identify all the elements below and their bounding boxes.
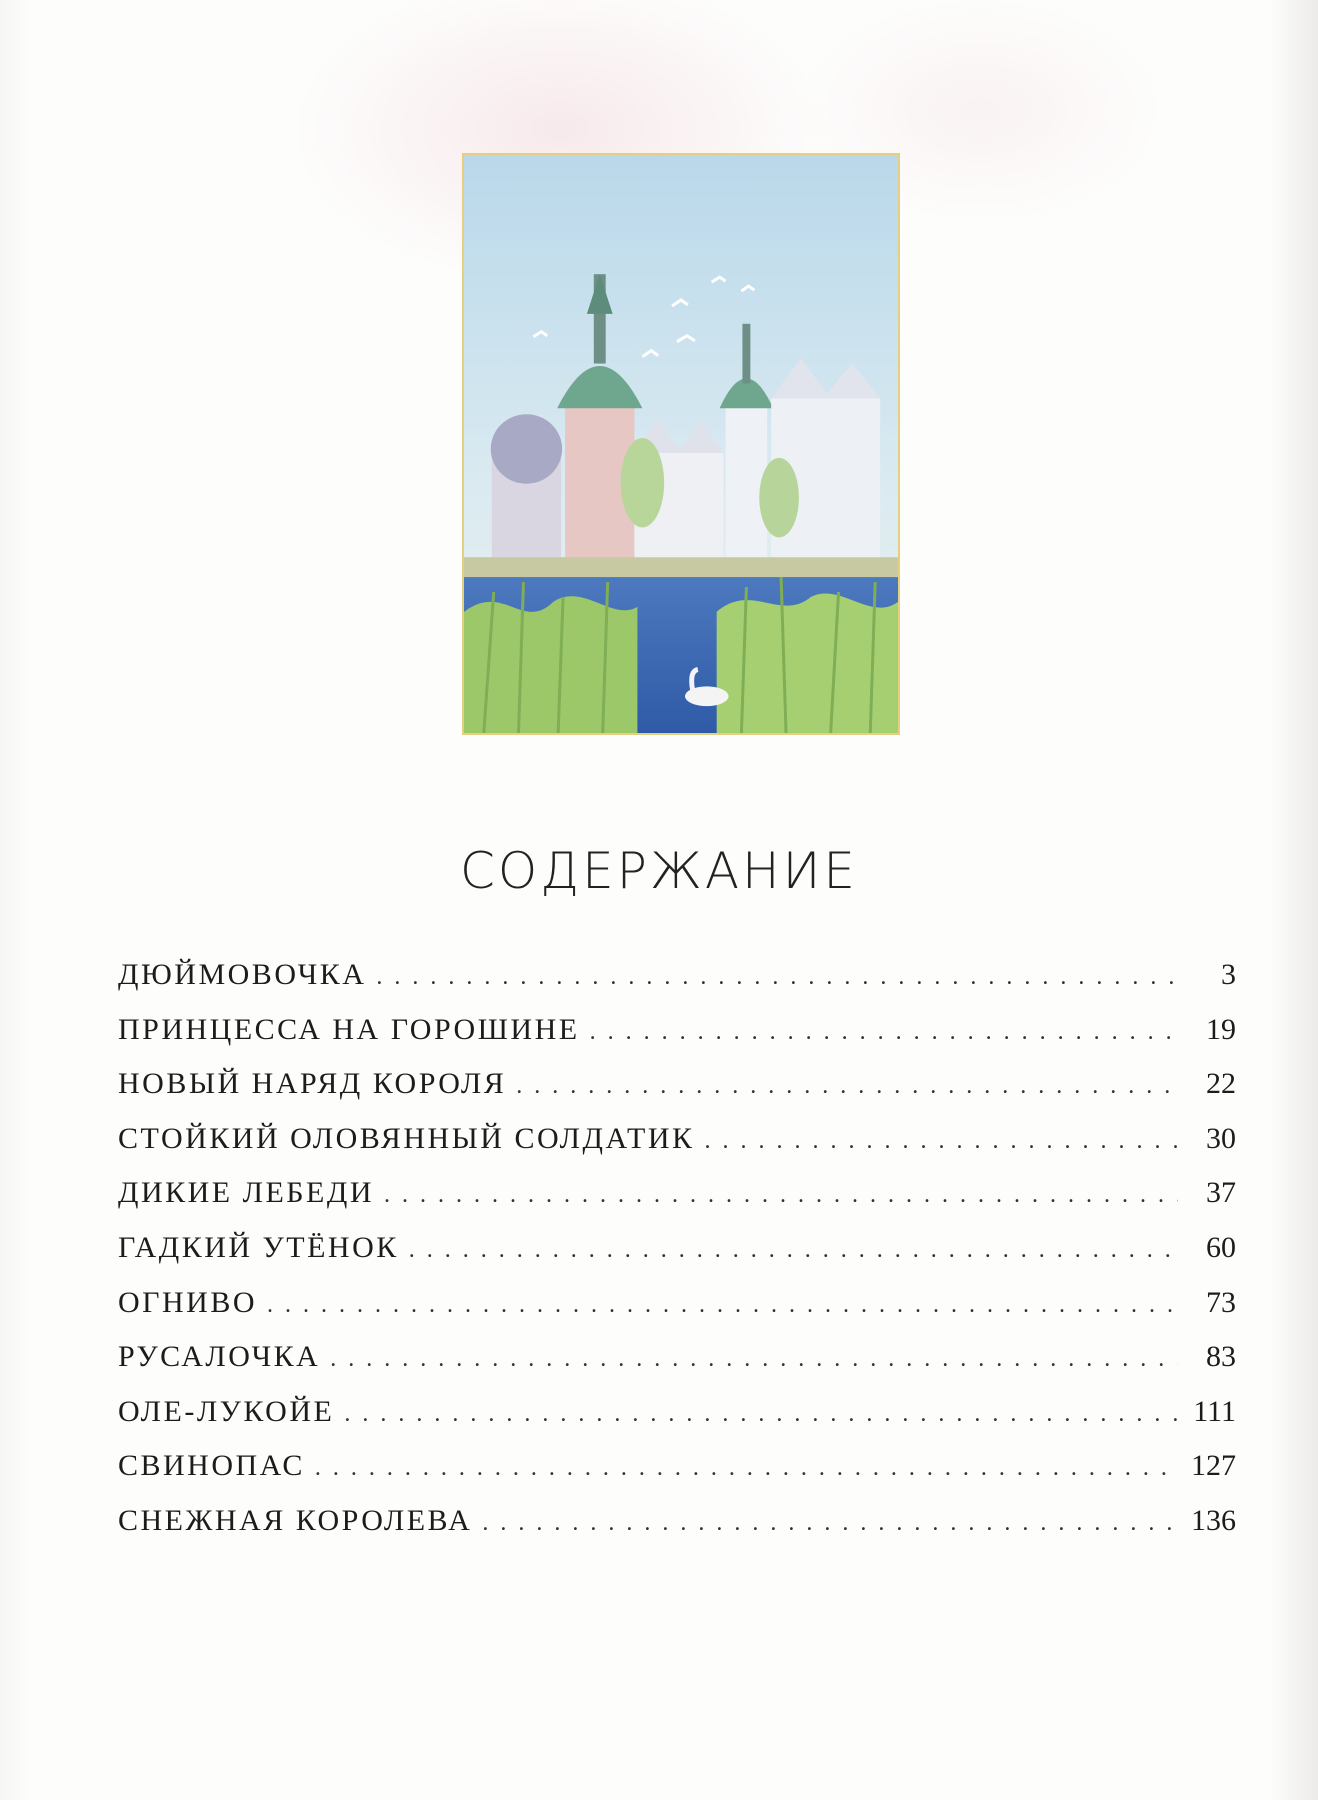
toc-entry-page: 73: [1206, 1285, 1236, 1319]
toc-entry-title: ГАДКИЙ УТЁНОК: [118, 1230, 399, 1264]
toc-entry-page: 83: [1206, 1340, 1236, 1374]
toc-entry-title: ОГНИВО: [118, 1285, 258, 1319]
toc-entry[interactable]: [118, 1449, 1236, 1504]
leader-dots: [590, 1019, 1178, 1046]
leader-dots: [516, 1073, 1178, 1100]
page-title: СОДЕРЖАНИЕ: [460, 842, 858, 900]
toc-entry-page: 60: [1206, 1230, 1236, 1264]
leader-dots: [376, 964, 1178, 991]
toc-entry-title: ОЛЕ-ЛУКОЙЕ: [118, 1394, 335, 1428]
leader-dots: [705, 1128, 1179, 1155]
leader-dots: [267, 1292, 1178, 1319]
toc-entry-title: СВИНОПАС: [118, 1449, 305, 1483]
toc-entry-page: 127: [1191, 1449, 1236, 1483]
toc-entry[interactable]: [118, 1013, 1236, 1068]
toc-entry[interactable]: [118, 1286, 1236, 1341]
toc-entry-title: ПРИНЦЕССА НА ГОРОШИНЕ: [118, 1012, 580, 1046]
castle-lake-illustration: [462, 153, 900, 735]
leader-dots: [344, 1401, 1178, 1428]
leader-dots: [482, 1510, 1178, 1537]
toc-entry-page: 3: [1221, 958, 1236, 991]
toc-entry-title: РУСАЛОЧКА: [118, 1340, 321, 1374]
leader-dots: [330, 1346, 1178, 1373]
toc-entry-title: ДИКИЕ ЛЕБЕДИ: [118, 1176, 374, 1210]
toc-entry-page: 22: [1206, 1067, 1236, 1101]
toc-entry-title: ДЮЙМОВОЧКА: [118, 958, 367, 991]
watercolor-castle-icon: [464, 155, 898, 733]
toc-entry-page: 19: [1206, 1012, 1236, 1046]
toc-entry-page: 37: [1206, 1176, 1236, 1210]
leader-dots: [315, 1455, 1178, 1482]
toc-entry[interactable]: [118, 1504, 1236, 1559]
toc-entry[interactable]: [118, 958, 1236, 1013]
toc-entry-title: СНЕЖНАЯ КОРОЛЕВА: [118, 1503, 473, 1537]
toc-entry-page: 111: [1193, 1394, 1236, 1428]
toc-entry[interactable]: [118, 1231, 1236, 1286]
toc-entry[interactable]: [118, 1067, 1236, 1122]
toc-entry-page: 30: [1206, 1121, 1236, 1155]
leader-dots: [409, 1237, 1178, 1264]
toc-entry[interactable]: [118, 1176, 1236, 1231]
toc-entry[interactable]: [118, 1340, 1236, 1395]
toc-entry[interactable]: [118, 1122, 1236, 1177]
toc-entry-title: СТОЙКИЙ ОЛОВЯННЫЙ СОЛДАТИК: [118, 1121, 695, 1155]
toc-entry-title: НОВЫЙ НАРЯД КОРОЛЯ: [118, 1067, 507, 1101]
toc-entry-page: 136: [1191, 1503, 1236, 1537]
toc-entry[interactable]: [118, 1395, 1236, 1450]
leader-dots: [384, 1182, 1178, 1209]
table-of-contents: [118, 958, 1236, 1559]
